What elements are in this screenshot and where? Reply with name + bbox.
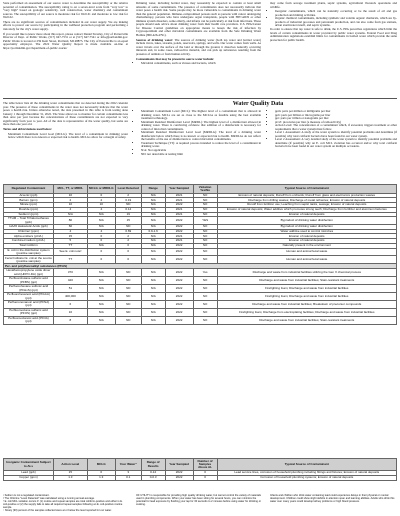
source-cell: Erosion of natural deposits xyxy=(217,234,396,239)
table-row xyxy=(4,269,397,277)
table-cell: N/A xyxy=(87,217,115,225)
source-cell: Runoff from fertilizer use; Leaching from septic tanks, sewage; Erosion of natural deposits xyxy=(217,203,396,208)
terms-list xyxy=(3,133,128,140)
contaminant-name-cell: Fecal Indicator E. coli at the source (positive samples) xyxy=(5,255,52,263)
table-row xyxy=(4,248,397,256)
top-column-3 xyxy=(270,2,397,43)
table-cell: Yes xyxy=(193,269,217,277)
terms-column-3 xyxy=(270,110,397,149)
table-cell: N/A xyxy=(141,234,165,239)
table-cell: NO xyxy=(193,203,217,208)
table-row xyxy=(4,277,397,285)
top-column-2 xyxy=(136,2,261,66)
table-cell: NO xyxy=(193,193,217,198)
source-cell: Byproduct of drinking water disinfection xyxy=(217,225,396,230)
table-cell: 0.69 xyxy=(115,229,141,234)
contaminant-name-cell: Arsenic (ppb) xyxy=(4,193,54,198)
table-cell: 10 xyxy=(87,203,115,208)
table-cell: 0 xyxy=(87,471,115,476)
contaminant-name-cell: Perfluorooctanoic acid (PFOA) (ppt) xyxy=(4,316,54,324)
table-cell: 0 xyxy=(87,248,115,256)
column-header: MCLG xyxy=(87,459,115,471)
table-cell: ND xyxy=(115,300,141,308)
column-header: Your Water⁴ xyxy=(115,459,141,471)
contaminant-name-cell: Lead (ppb) xyxy=(4,471,54,476)
table-cell: N/A xyxy=(141,239,165,244)
table-cell: 2022 xyxy=(165,285,193,293)
table-cell: 1.3 xyxy=(87,475,115,480)
table-cell: 2022 xyxy=(165,203,193,208)
list-item: • Maximum Contaminant Level Goal (MCLG): The level of a contaminant in drinking water below which there is no known or expected risk to health. MCLGs allow for a margin of safety. xyxy=(8,133,128,140)
table-cell: N/A xyxy=(141,225,165,230)
contact-paragraph: If you would like to know more about this report, please contact Daniel Strazley, City of Portersville Director of Dept. of Public Works, (517) 647-7531 or at (517) 647-7541 or info@portlandmi.gov. Public Works is located at 259 Kent Street, Portland, MI 48875. The City of Portersville is an equal opportunity employer. The 2022 Water Quality Report is made available on-line at https://portlandmi.gov/department-of-public-works/ xyxy=(3,31,128,50)
table-cell: 2022 xyxy=(165,229,193,234)
table-cell: 2 xyxy=(115,193,141,198)
table-cell: N/A xyxy=(141,285,165,293)
table-cell: ND xyxy=(115,203,141,208)
contaminant-name-cell: Nitrate (ppm) xyxy=(4,203,54,208)
table-cell: N/A xyxy=(141,207,165,212)
contaminant-name-cell: Perfluorohexane sulfonic acid (PFHxS) (ppt) xyxy=(4,285,54,293)
contaminants-heading: Contaminants that may be present in source water include: xyxy=(136,56,215,61)
contaminant-name-cell: Alpha emitters (pCi/L) xyxy=(4,234,54,239)
table-cell: 16 xyxy=(53,308,87,316)
source-cell: Erosion of natural deposits xyxy=(217,212,396,217)
table-cell: 2021 xyxy=(165,207,193,212)
contaminant-name-cell: Perfluorohexanoic acid (PFHxA) (ppt) xyxy=(4,293,54,301)
column-header: Action Level xyxy=(53,459,87,471)
table-cell: NO xyxy=(193,285,217,293)
table-cell: 8 xyxy=(53,316,87,324)
table-cell: 2022 xyxy=(165,243,193,248)
table-cell: N/A xyxy=(141,277,165,285)
table-cell: NO xyxy=(193,277,217,285)
table-cell: NO xyxy=(193,239,217,244)
regulated-contaminants-table xyxy=(3,184,397,325)
table-cell: N/A xyxy=(87,308,115,316)
table-row xyxy=(4,308,397,316)
table-cell: NO xyxy=(193,243,217,248)
top-column-1 xyxy=(3,2,128,52)
table-cell: 5 xyxy=(53,239,87,244)
list-item: • ppt: parts per trillion or nanograms per liter xyxy=(275,117,397,121)
table-cell: ND xyxy=(115,285,141,293)
contaminant-name-cell: Sodium¹ (ppm) xyxy=(4,212,54,217)
table-cell: 0.14 xyxy=(115,207,141,212)
table-cell: ND xyxy=(115,293,141,301)
table-cell: 15 xyxy=(53,234,87,239)
terms-column-1 xyxy=(3,102,128,140)
table-cell: 0 xyxy=(115,256,141,264)
table-cell: 0.1 xyxy=(115,475,141,480)
source-cell: Erosion of natural deposits; Runoff from orchards; Runoff from glass and electronics production wastes xyxy=(217,193,396,198)
column-header: Range xyxy=(141,185,165,194)
table-cell: 2022 xyxy=(165,293,193,301)
contaminant-name-cell: E. coli in the distribution system (positive samples) xyxy=(4,248,54,256)
table-cell: 2022 xyxy=(165,277,193,285)
table-cell: N/A xyxy=(87,212,115,217)
list-item: • Inorganic contaminants, which can be naturally occurring or be the result of oil and gas production and mining activities. xyxy=(275,10,397,17)
table-cell: N/A xyxy=(141,217,165,225)
table-cell: 15 xyxy=(115,217,141,225)
table-cell: ND xyxy=(115,308,141,316)
terms-list xyxy=(136,110,261,156)
pfas-table-body xyxy=(4,264,397,324)
table-cell: ND xyxy=(115,316,141,324)
list-item: • ppm: parts per million or milligrams per liter xyxy=(275,110,397,114)
terms-column-2 xyxy=(136,110,261,156)
table-cell: N/A xyxy=(87,285,115,293)
footnote: ³ E. coli MCL violation occurs if: (1) routine and repeat samples are total coliform-positive and either is E. coli-positive or (2) the supply fails to take all required repeat samples following an E. coli-positive routine sample. xyxy=(3,500,123,509)
lead-health-paragraph: Infants and children who drink water containing lead could experience delays in their physical or mental development. Children could show slight deficits in attention span and learning abilities. Adults who drink this water over many years could develop kidney problems or high blood pressure. xyxy=(270,494,395,503)
sources-label: Sources of drinking water: xyxy=(136,37,174,42)
column-header: MCL, TT, or MRDL xyxy=(53,185,87,194)
table-cell: N/A xyxy=(141,203,165,208)
table-cell: 4 xyxy=(87,229,115,234)
pfas-section-title: Per- and polyfluoroalkyl substances (PFAS) xyxy=(4,264,397,269)
table-cell: 370 xyxy=(53,269,87,277)
table-cell: 51 xyxy=(53,285,87,293)
table-header-row xyxy=(4,459,397,471)
table-cell: 19 xyxy=(115,212,141,217)
table-body xyxy=(4,471,397,480)
table-cell: 0 xyxy=(87,193,115,198)
list-item: • Maximum Residual Disinfectant Level Goal (MRDLG): The level of a drinking water disinfectant below which there is no known or expected risk to health. MRDLGs do not reflect the benefits of the use of disinfectants to control microbial contaminants. xyxy=(141,131,261,142)
contaminant-name-cell: Perfluorobutane sulfonic acid (PFBS) (ppt) xyxy=(4,277,54,285)
footnotes xyxy=(3,494,128,512)
table-cell: ND xyxy=(115,225,141,230)
table-cell: NO xyxy=(193,308,217,316)
table-cell: 4 xyxy=(87,207,115,212)
table-cell: 60 xyxy=(53,225,87,230)
table-cell: 400,000 xyxy=(53,293,87,301)
contaminant-name-cell: HAA5 Haloacetic Acids (ppb) xyxy=(4,225,54,230)
table-cell: 0 xyxy=(87,239,115,244)
table-cell: 10 xyxy=(53,203,87,208)
table-cell: NO xyxy=(193,225,217,230)
table-cell: N/A xyxy=(141,193,165,198)
source-cell: Discharge and waste from industrial facilities; Stain-resistant treatments xyxy=(217,277,396,285)
terms-heading: Terms and abbreviations used below: xyxy=(3,127,53,132)
contamination-paragraph: There are no significant sources of contamination included in our water supply. We are making efforts to protect our source by participating in the wellhead protection program and performing a risk study for the city's water supply. xyxy=(3,19,128,32)
source-cell: Firefighting foam; Discharge and waste from industrial facilities xyxy=(217,293,396,301)
table-row xyxy=(4,475,397,480)
source-cell: Lead service lines, corrosion of household plumbing including fittings and fixtures; Erosion of natural deposits xyxy=(217,471,396,476)
column-header: Number of Samples Above AL xyxy=(193,459,217,471)
table-cell: NO xyxy=(193,300,217,308)
table-cell: N/A xyxy=(141,316,165,324)
section-divider xyxy=(3,98,397,99)
source-cell: Human and animal fecal waste xyxy=(217,256,396,264)
source-cell: Discharge and waste from industrial facilities; Breakdown of precursor compounds xyxy=(217,300,396,308)
source-cell: Discharge and waste from industrial facilities; Stain-resistant treatments xyxy=(217,316,396,324)
sources-text: The sources of drinking water (both tap water and bottled water) include rivers, lakes, streams, ponds, reservoirs, springs, and wells. Our water comes from wells. As water travels over the surface of the land or through the ground, it dissolves naturally occurring minerals and, in some cases, radioactive material, and can pick up substances resulting from the presence of animals or from human activity. xyxy=(136,37,261,56)
table-cell: N/A xyxy=(141,198,165,203)
table-cell: NO xyxy=(193,212,217,217)
list-item: • Treatment Technique (TT): A required process intended to reduce the level of a contaminant in drinking water. xyxy=(141,142,261,149)
table-cell: N/A xyxy=(141,269,165,277)
table-cell: 3 xyxy=(115,471,141,476)
table-cell: N/A xyxy=(141,248,165,256)
table-cell: TT xyxy=(53,243,87,248)
table-cell: N/A xyxy=(141,308,165,316)
vulnerable-populations-paragraph: Drinking water, including bottled water, may reasonably be expected to contain at least small amounts of some contaminants. The presence of contaminants does not necessarily indicate that water poses a health risk. Some people may be more vulnerable to contaminants in drinking water than the general population. Immuno-compromised persons such as persons with cancer undergoing chemotherapy, persons who have undergone organ transplants, people with HIV/AIDS or other immune system disorders, some elderly, and infants can be particularly at risk from infections. These people should seek advice about drinking water from their health care providers. U.S. EPA/Center for Disease Control guidelines on appropriate means to lessen the risk of infection by Cryptosporidium and other microbial contaminants are available from the Safe Drinking Water Hotline (800-426-4791). xyxy=(136,1,261,37)
table-row xyxy=(4,256,397,264)
sources-paragraph xyxy=(136,39,261,57)
contaminant-name-cell: Perfluorooctane sulfonic acid (PFOS) (ppt) xyxy=(4,308,54,316)
table-cell: 2021 xyxy=(165,193,193,198)
table-cell: ND xyxy=(115,277,141,285)
contaminant-name-cell: Total Coliform xyxy=(4,243,54,248)
table-cell: 2 xyxy=(87,198,115,203)
table-cell: 2021 xyxy=(165,239,193,244)
table-cell: 2022 xyxy=(165,308,193,316)
table-cell: 0 xyxy=(193,471,217,476)
source-cell: Byproduct of drinking water disinfection xyxy=(217,217,396,225)
list-item: • Microbial contaminants, such as viruses and bacteria, which xyxy=(141,62,261,66)
table-cell: 2022 xyxy=(165,475,193,480)
table-cell: 0 xyxy=(115,243,141,248)
table-cell: 15 xyxy=(53,471,87,476)
list-item: • Maximum Contaminant Level (MCL): The highest level of a contaminant that is allowed in drinking water. MCLs are set as close to the MCLGs as feasible using the best available treatment technology. xyxy=(141,110,261,121)
table-cell: 0 xyxy=(193,475,217,480)
contaminant-name-cell: Chlorine² (ppm) xyxy=(4,229,54,234)
table-cell: See E. coli note³ xyxy=(53,248,87,256)
source-cell: Naturally present in the environment xyxy=(217,243,396,248)
table-cell: NO xyxy=(193,293,217,301)
table-cell: N/A xyxy=(141,300,165,308)
footnote: ⁴ Ninety (90) percent of the samples collected were at or below the level reported for our water. xyxy=(3,509,112,512)
list-item: • Level 2 Assessment: A very detailed study of the water system to identify potential problems and determine (if possible) why an E. coli MCL violation has occurred and/or why total coliform bacteria have been found in our water system on multiple occasions. xyxy=(275,138,397,149)
lead-copper-table xyxy=(3,458,397,481)
table-cell: 2022 xyxy=(165,269,193,277)
source-cell: Discharge and waste from industrial facilities utilizing the Gen X chemical process xyxy=(217,269,396,277)
table-cell: 6 xyxy=(53,300,87,308)
table-cell: 10 xyxy=(53,193,87,198)
table-cell: NO xyxy=(193,207,217,212)
regulations-paragraph: In order to ensure that tap water is safe to drink, the U.S. EPA prescribes regulations which limit the levels of certain contaminants in water provided by public water systems. Federal Food and Drug Administration regulations establish limits for contaminants in bottled water which provide the same protection for public health. xyxy=(270,27,397,42)
table-cell: 2022 xyxy=(165,217,193,225)
column-header: Year Sampled xyxy=(165,185,193,194)
table-row xyxy=(4,316,397,324)
source-cell: Erosion of natural deposits xyxy=(217,239,396,244)
table-cell: 4 xyxy=(53,207,87,212)
table-cell: NO xyxy=(193,248,217,256)
table-cell: 2021 xyxy=(165,198,193,203)
units-list xyxy=(270,110,397,149)
table-intro-paragraph: The table below lists all the drinking water contaminants that we detected during the 2022 calendar year. The presence of these contaminants in the water does not necessarily indicate that the water poses a health risk. Unless otherwise noted, the data presented in this table is from testing done January 1 through December 31, 2022. The State allows us to monitor for certain contaminants less than once per year because the concentrations of these contaminants are not expected to vary significantly from year to year. All of the data is representative of the water quality, but some are more than one year old. xyxy=(3,101,128,127)
contaminant-name-cell: Perfluorononanoic acid (PFNA) (ppt) xyxy=(4,300,54,308)
table-cell: NO xyxy=(193,198,217,203)
column-header: Year Sampled xyxy=(165,459,193,471)
table-row xyxy=(4,285,397,293)
contaminant-name-cell: Fluoride (ppm) xyxy=(4,207,54,212)
table-cell: NO xyxy=(193,229,217,234)
microbial-continued: may come from sewage treatment plants, septic systems, agricultural livestock operations and wildlife. xyxy=(270,1,397,9)
column-header: Range of Results xyxy=(141,459,165,471)
table-cell: TT xyxy=(53,256,87,264)
table-cell: 0 xyxy=(87,256,115,264)
list-item: • ppb: parts per billion or micrograms per liter xyxy=(275,114,397,118)
table-cell: 2021 xyxy=(165,212,193,217)
contaminant-name-cell: Copper (ppm) xyxy=(4,475,54,480)
list-item: • ND: not detectable at testing limit xyxy=(141,153,261,157)
table-cell: ND xyxy=(115,269,141,277)
table-row xyxy=(4,217,397,225)
table-row xyxy=(4,300,397,308)
contaminant-name-cell: Combined radium (pCi/L) xyxy=(4,239,54,244)
table-cell: 2022 xyxy=(165,248,193,256)
footnote: ² The Chlorine "Level Detected" was calculated using a running annual average. xyxy=(3,497,95,500)
table-cell: N/A xyxy=(87,225,115,230)
column-header: Typical Source of Contaminant xyxy=(217,459,396,471)
source-cell: Human and animal fecal waste xyxy=(217,248,396,256)
table-cell: 0.19 xyxy=(115,198,141,203)
table-cell: NO xyxy=(193,234,217,239)
list-item: • Action Level: The concentration of a contaminant which, if exceeded, triggers treatment or other requirements that a water system must follow. xyxy=(275,124,397,131)
contaminants-list-continued xyxy=(270,10,397,28)
table-cell: 2 xyxy=(115,239,141,244)
source-cell: Firefighting foam; Discharge and waste from industrial facilities xyxy=(217,285,396,293)
list-item: • Level 1 Assessment: A study of the water system to identify potential problems and determine (if possible) why total coliform bacteria have been found in our water system. xyxy=(275,131,397,138)
table-cell: NO xyxy=(193,316,217,324)
column-header: MCLG or MRDLG xyxy=(87,185,115,194)
table-cell: N/A xyxy=(87,243,115,248)
table-cell: N/A xyxy=(141,243,165,248)
table-cell: 1.3 xyxy=(53,475,87,480)
column-header: Inorganic Contaminant Subject to ALs xyxy=(4,459,54,471)
list-item: • Maximum Residual Disinfectant Level (MRDL): The highest level of a disinfectant allowed in drinking water. There is convincing evidence that addition of a disinfectant is necessary for control of microbial contaminants. xyxy=(141,121,261,132)
table-cell: N/A xyxy=(87,300,115,308)
source-cell: Corrosion of household plumbing systems; Erosion of natural deposits xyxy=(217,475,396,480)
table-cell: 2022 xyxy=(165,316,193,324)
table-header-row xyxy=(4,185,397,194)
table-cell: YES xyxy=(193,217,217,225)
table-cell: N/A xyxy=(141,256,165,264)
table-cell: N/A xyxy=(141,293,165,301)
lead-info-paragraph: OF UTILITY is responsible for providing high quality drinking water, but cannot control the variety of materials used in plumbing components. When your water has been sitting for several hours, you can minimize the potential for lead exposure by flushing your tap for 30 seconds to 2 minutes before using water for drinking or cooking. xyxy=(136,494,262,506)
table-cell: 0-0.3 xyxy=(141,475,165,480)
table-cell: N/A xyxy=(87,277,115,285)
contaminant-name-cell: Barium (ppm) xyxy=(4,198,54,203)
contaminant-name-cell: Hexafluoropropylene oxide dimer acid (HFPO-DA) (ppt) xyxy=(4,269,54,277)
table-cell: 2022 xyxy=(165,225,193,230)
table-cell: 0 xyxy=(115,248,141,256)
table-cell: 0 xyxy=(87,234,115,239)
water-quality-data-title: Water Quality Data xyxy=(232,101,284,107)
table-row xyxy=(4,293,397,301)
table-cell: N/A xyxy=(87,269,115,277)
table-cell: 2 xyxy=(115,234,141,239)
list-item: • pCi/l: picocuries per liter (a measure of radioactivity) xyxy=(275,121,397,125)
table-cell: N/A xyxy=(87,293,115,301)
column-header: Violation Yes/No xyxy=(193,185,217,194)
footnote: ¹ Sodium is not a regulated contaminant. xyxy=(3,494,50,497)
table-cell: NO xyxy=(193,256,217,264)
list-item: • Organic chemical contaminants, including synthetic and volatile organic chemicals, which are by-products of industrial processes and petroleum production, and can also come from gas stations, urban stormwater runoff, and septic systems. xyxy=(275,17,397,28)
source-cell: Discharge from drilling wastes; Discharge of metal refineries; Erosion of natural deposits xyxy=(217,198,396,203)
table-body xyxy=(4,193,397,264)
table-cell: N/A xyxy=(87,316,115,324)
table-cell: N/A xyxy=(141,212,165,217)
source-cell: Water additive used to control microbes xyxy=(217,229,396,234)
source-cell: Erosion of natural deposits; Water additive which promotes strong teeth; Discharge from fertilizer and aluminum factories xyxy=(217,207,396,212)
list-item: • N/A: Not applicable xyxy=(141,149,261,153)
column-header: Typical Source of Contaminant xyxy=(217,185,396,194)
assessment-paragraph: State performed an assessment of our source water to determine the susceptibility or the relative potential of contamination. The susceptibility rating is on a seven-level scale from "very low" to "very high" based on geologic sensitivity, well construction, water chemistry and contaminant sources. The susceptibility of our source is moderate risk for Well #1 and moderate to low risk for Well #2. xyxy=(3,1,128,20)
table-cell: 80 xyxy=(53,217,87,225)
table-cell: 4 xyxy=(53,229,87,234)
column-header: Level Detected xyxy=(115,185,141,194)
source-cell: Firefighting foam; Discharge from electroplating facilities; Discharge and waste from industrial facilities xyxy=(217,308,396,316)
table-cell: N/A xyxy=(53,212,87,217)
table-cell: 0-12 xyxy=(141,471,165,476)
column-header: Regulated Contaminant xyxy=(4,185,54,194)
table-cell: 2021 xyxy=(165,234,193,239)
table-cell: 2022 xyxy=(165,471,193,476)
table-cell: 2022 xyxy=(165,256,193,264)
contaminant-name-cell: TTHM – Total Trihalomethanes (ppb) xyxy=(4,217,54,225)
contaminants-list xyxy=(136,62,261,66)
table-cell: 0.9-1.6 xyxy=(141,229,165,234)
table-cell: 2022 xyxy=(165,300,193,308)
table-cell: 420 xyxy=(53,277,87,285)
table-cell: 2 xyxy=(53,198,87,203)
